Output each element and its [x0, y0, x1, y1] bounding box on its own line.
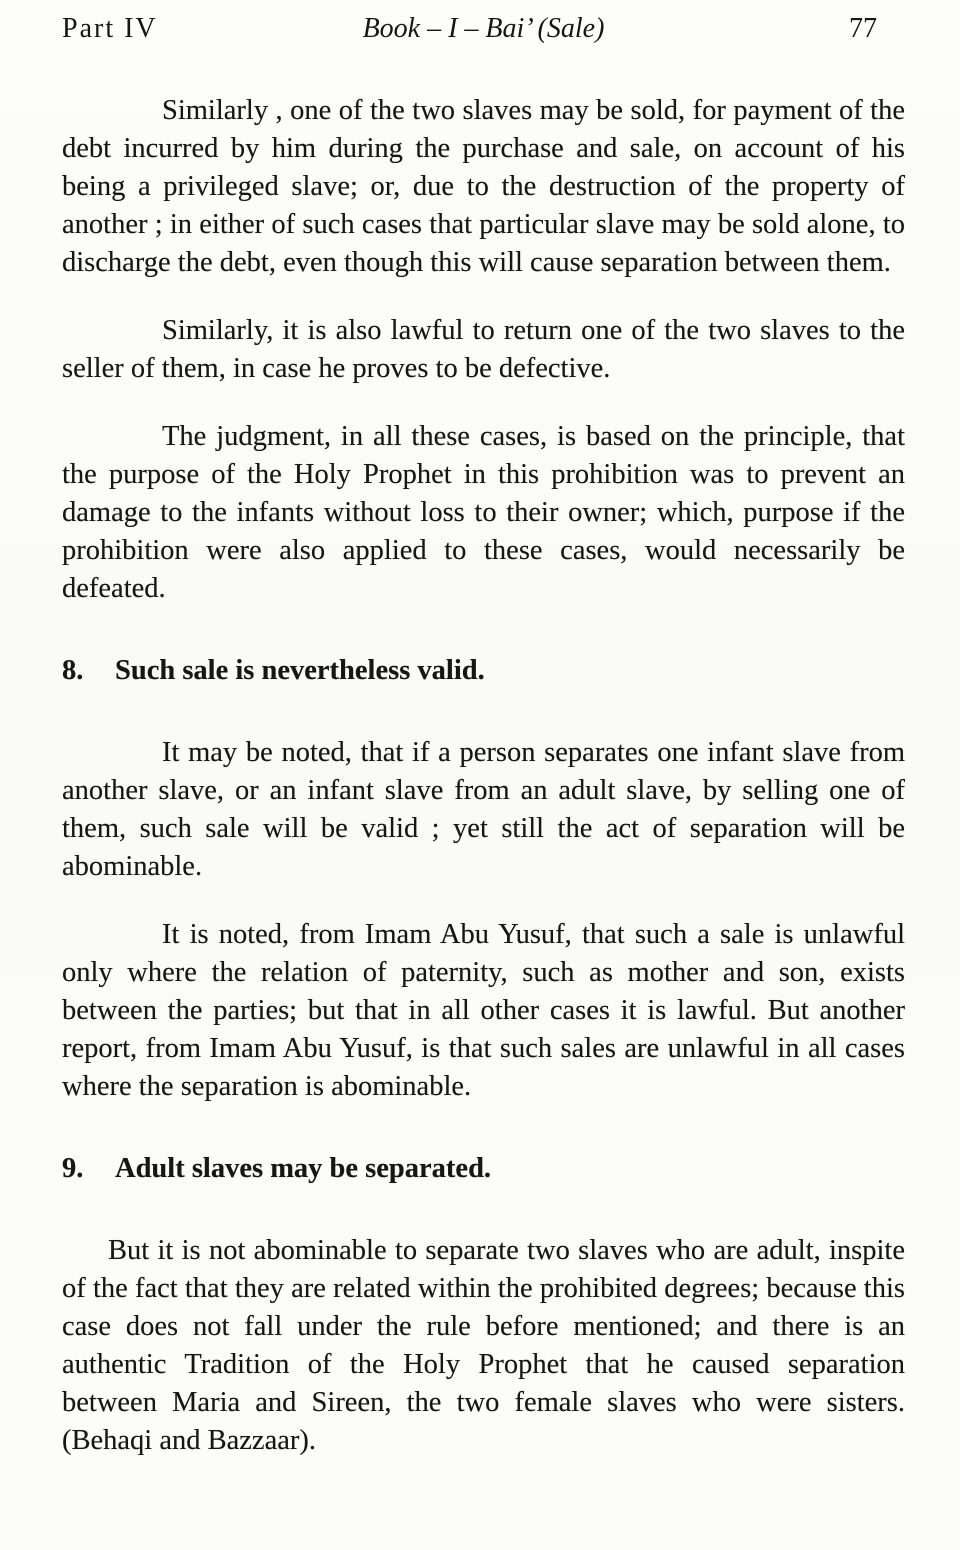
section-number: 8.: [62, 655, 84, 686]
page-header: [62, 10, 905, 48]
section-heading: [62, 1150, 905, 1188]
section-number: 9.: [62, 1153, 84, 1184]
paragraph: But it is not abominable to separate two slaves who are adult, inspite of the fact that they are related within the prohibited degrees; because this case does not fall under the rule before mentioned; and there is an authentic Tradition of the Holy Prophet that he caused separation between Maria and Sireen, the two female slaves who were sisters. (Behaqi and Bazzaar).: [62, 1235, 905, 1456]
section-title: Adult slaves may be separated.: [115, 1153, 492, 1184]
book-title: Book – I – Bai’ (Sale): [362, 13, 605, 44]
paragraph: Similarly, it is also lawful to return one of the two slaves to the seller of them, in case he proves to be defective.: [62, 315, 905, 384]
section-title: Such sale is nevertheless valid.: [115, 655, 485, 686]
part-label: Part IV: [62, 13, 158, 44]
paragraph: It may be noted, that if a person separates one infant slave from another slave, or an infant slave from an adult slave, by selling one of them, such sale will be valid ; yet still the act of separation will be abominable.: [62, 737, 905, 882]
section-heading: [62, 652, 905, 690]
paragraph: The judgment, in all these cases, is based on the principle, that the purpose of the Holy Prophet in this prohibition was to prevent an damage to the infants without loss to their owner; which, purpose if the prohibition were also applied to these cases, would necessarily be defeated.: [62, 421, 905, 604]
page-number: 77: [849, 13, 877, 44]
paragraph: Similarly , one of the two slaves may be sold, for payment of the debt incurred by him during the purchase and sale, on account of his being a privileged slave; or, due to the destruction of the property of another ; in either of such cases that particular slave may be sold alone, to discharge the debt, even though this will cause separation between them.: [62, 95, 905, 278]
paragraph: It is noted, from Imam Abu Yusuf, that such a sale is unlawful only where the relation of paternity, such as mother and son, exists between the parties; but that in all other cases it is lawful. But another report, from Imam Abu Yusuf, is that such sales are unlawful in all cases where the separation is abominable.: [62, 919, 905, 1102]
